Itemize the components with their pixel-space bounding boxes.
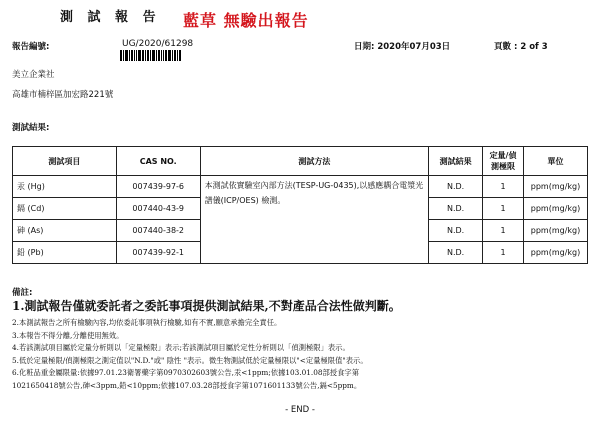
cell-loq: 1 (483, 176, 524, 198)
client-address: 高雄市楠梓區加宏路221號 (12, 90, 114, 100)
note-item: 5.低於定量極限/偵測極限之測定值以"N.D."或" 陰性 "表示。微生物測試低於定量極限以"<定量極限值"表示。 (12, 355, 368, 365)
report-heading: 測 試 報 告 (60, 10, 161, 25)
header-test-item: 測試項目 (13, 147, 117, 176)
report-number-label: 報告編號: (12, 42, 50, 52)
cell-loq: 1 (483, 242, 524, 264)
note-item: 4.若該測試項目屬於定量分析則以「定量極限」表示;若該測試項目屬於定性分析則以「偵測極限」表示。 (12, 343, 350, 352)
cell-cas: 007440-38-2 (116, 220, 200, 242)
note-item: 1021650418號公告,砷<3ppm,鉛<10ppm;依據107.03.28部授食字第1071601133號公告,鎘<5ppm。 (12, 380, 362, 390)
cell-cas: 007439-92-1 (116, 242, 200, 264)
cell-loq: 1 (483, 220, 524, 242)
header-test-method: 測試方法 (200, 147, 428, 176)
cell-unit: ppm(mg/kg) (524, 198, 588, 220)
end-marker: - END - (285, 405, 315, 415)
note-item: 6.化粧品重金屬限量:依據97.01.23衛署藥字第0970302603號公告,汞<1ppm;依據103.01.08部授食字第 (12, 368, 359, 377)
cell-method: 本測試依實驗室內部方法(TESP-UG-0435),以感應耦合電漿光譜儀(ICP/OES) 檢測。 (200, 176, 428, 264)
barcode-icon (120, 50, 186, 61)
cell-result: N.D. (429, 242, 483, 264)
cell-result: N.D. (429, 198, 483, 220)
note-item: 2.本測試報告之所有檢驗內容,均依委託事項執行檢驗,如有不實,願意承擔完全責任。 (12, 318, 282, 327)
header-loq: 定量/偵測極限 (483, 147, 524, 176)
client-name: 美立企業社 (12, 70, 55, 80)
header-test-result: 測試結果 (429, 147, 483, 176)
note-main: 1.測試報告僅就委託者之委託事項提供測試結果,不對產品合法性做判斷。 (12, 299, 401, 313)
table-header-row (13, 147, 588, 176)
notes-section (12, 297, 592, 392)
notes-label: 備註: (12, 288, 33, 298)
cell-cas: 007439-97-6 (116, 176, 200, 198)
report-number: UG/2020/61298 (122, 39, 194, 49)
cell-item: 汞 (Hg) (13, 176, 117, 198)
note-item: 3.本報告不得分離,分離使用無效。 (12, 330, 124, 340)
cell-unit: ppm(mg/kg) (524, 176, 588, 198)
no-detection-stamp: 藍草 無驗出報告 (183, 11, 309, 30)
header-unit: 單位 (524, 147, 588, 176)
table-row (13, 176, 588, 198)
header-cas-no: CAS NO. (116, 147, 200, 176)
cell-item: 砷 (As) (13, 220, 117, 242)
page-indicator: 頁數 : 2 of 3 (494, 42, 548, 52)
cell-cas: 007440-43-9 (116, 198, 200, 220)
cell-result: N.D. (429, 176, 483, 198)
cell-unit: ppm(mg/kg) (524, 242, 588, 264)
cell-result: N.D. (429, 220, 483, 242)
cell-item: 鉛 (Pb) (13, 242, 117, 264)
report-date: 日期: 2020年07月03日 (354, 42, 451, 52)
results-label: 測試結果: (12, 123, 50, 133)
cell-loq: 1 (483, 198, 524, 220)
results-table (12, 146, 588, 264)
cell-item: 鎘 (Cd) (13, 198, 117, 220)
cell-unit: ppm(mg/kg) (524, 220, 588, 242)
